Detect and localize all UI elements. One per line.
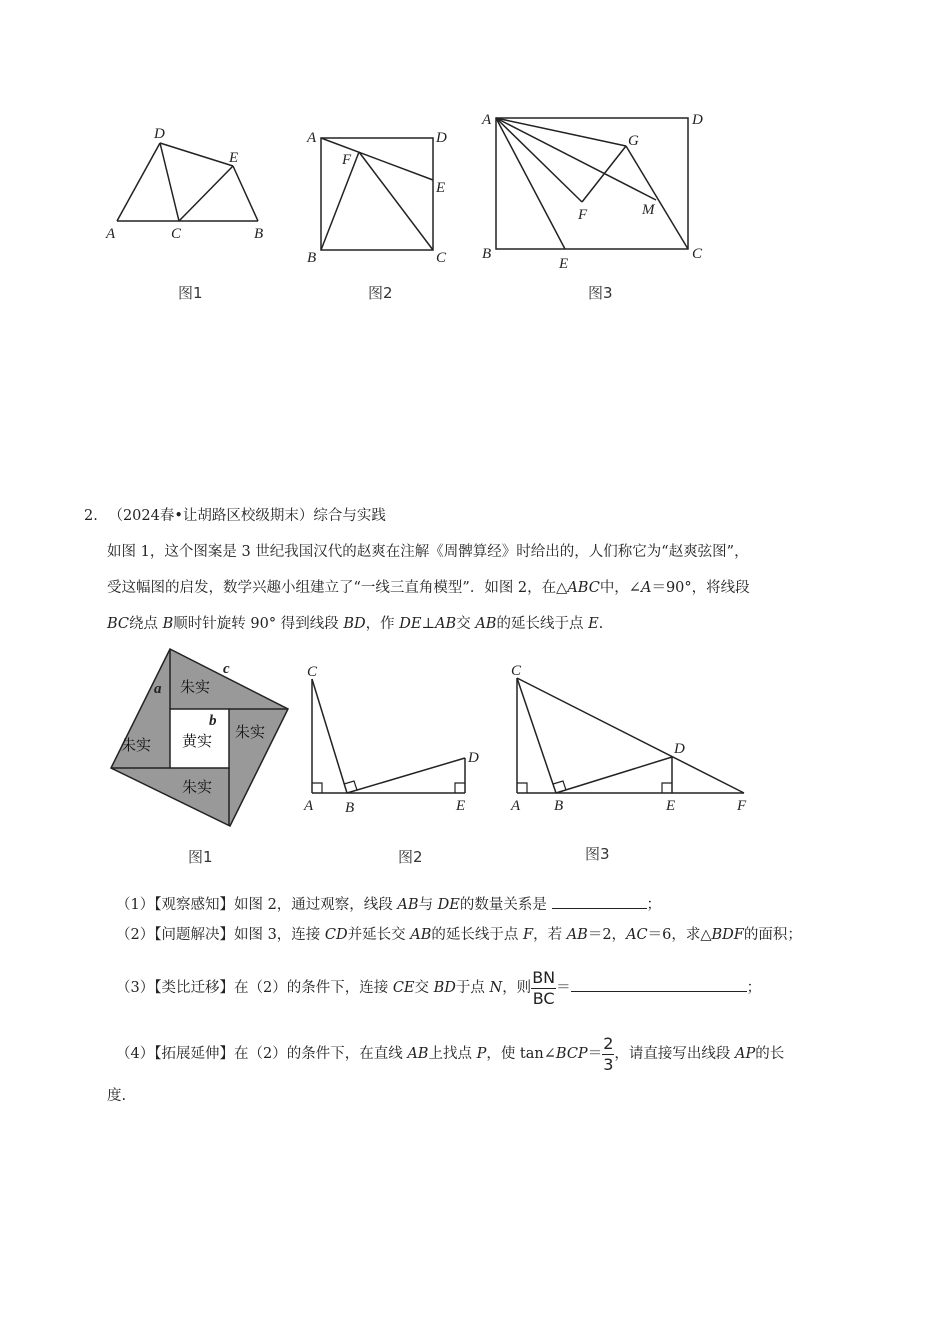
model-figure-3 bbox=[517, 678, 744, 793]
q-text: 上找点 bbox=[428, 1046, 477, 1062]
q-text: 并延长交 bbox=[347, 927, 411, 943]
q-text: 的面积； bbox=[743, 927, 802, 943]
top-figure-2 bbox=[321, 138, 433, 250]
q-var: F bbox=[523, 927, 534, 943]
q-var: AB bbox=[566, 927, 588, 943]
q-text: 与 bbox=[418, 897, 438, 913]
q-var: CE bbox=[392, 980, 415, 996]
m2-label-d: D bbox=[468, 750, 479, 766]
q-text: 的数量关系是 bbox=[459, 897, 552, 913]
fig3-label-f: F bbox=[578, 207, 588, 223]
question-2 bbox=[116, 925, 802, 945]
problem-intro-line-3 bbox=[107, 614, 603, 634]
q-var: AB bbox=[397, 897, 419, 913]
m3-label-d: D bbox=[674, 741, 685, 757]
q-var: P bbox=[476, 1046, 487, 1062]
fig3-label-m: M bbox=[642, 202, 655, 218]
intro-text: 受这幅图的启发，数学兴趣小组建立了“一线三直角模型”．如图 2，在△ bbox=[107, 580, 568, 596]
q-text: 的延长线于点 bbox=[431, 927, 524, 943]
question-1 bbox=[116, 892, 661, 915]
fig2-label-b: B bbox=[307, 250, 317, 266]
q-text: ＝6，求△ bbox=[647, 927, 712, 943]
q-var: BDF bbox=[711, 927, 744, 943]
zhu-label-right: 朱实 bbox=[235, 725, 266, 741]
q-var: BCP bbox=[555, 1046, 588, 1062]
q-text: ＝ bbox=[556, 980, 571, 996]
intro-text: 顺时针旋转 90° 得到线段 bbox=[173, 616, 344, 632]
intro-text: ，作 bbox=[365, 616, 400, 632]
q-text: ，若 bbox=[533, 927, 567, 943]
fraction-denominator: BC bbox=[532, 988, 555, 1008]
fig1-label-c: C bbox=[171, 226, 182, 242]
q-var: BD bbox=[433, 980, 456, 996]
q-text: ，请直接写出线段 bbox=[614, 1046, 735, 1062]
zhao-shuang-caption: 图1 bbox=[188, 848, 213, 866]
intro-var: AB bbox=[435, 616, 457, 632]
question-4 bbox=[116, 1024, 784, 1084]
m2-label-a: A bbox=[304, 798, 314, 814]
q-text: 的长 bbox=[755, 1046, 785, 1062]
answer-blank-3[interactable] bbox=[571, 975, 747, 992]
q-text: ＝2， bbox=[587, 927, 627, 943]
fig1-label-e: E bbox=[229, 150, 239, 166]
q-text: ＝ bbox=[587, 1046, 603, 1062]
intro-text: . bbox=[598, 616, 604, 632]
intro-var: B bbox=[162, 616, 174, 632]
problem-intro-line-1: 如图 1，这个图案是 3 世纪我国汉代的赵爽在注解《周髀算经》时给出的，人们称它为“赵爽弦图”， bbox=[107, 544, 749, 560]
model-fig2-caption: 图2 bbox=[398, 848, 423, 866]
zhu-label-bottom: 朱实 bbox=[182, 780, 213, 796]
fig3-label-c: C bbox=[692, 246, 703, 262]
question-3 bbox=[116, 958, 761, 1018]
q-text: ，使 tan∠ bbox=[486, 1046, 556, 1062]
m3-label-b: B bbox=[554, 798, 564, 814]
intro-var: A bbox=[640, 580, 652, 596]
fig3-label-g: G bbox=[628, 133, 639, 149]
m3-label-c: C bbox=[511, 663, 522, 679]
fraction-numerator: 2 bbox=[603, 1033, 614, 1053]
fig2-label-e: E bbox=[436, 180, 446, 196]
fig2-label-a: A bbox=[307, 130, 317, 146]
side-label-a: a bbox=[154, 681, 162, 697]
fig2-caption: 图2 bbox=[368, 284, 393, 302]
q-var: AB bbox=[407, 1046, 429, 1062]
intro-var: E bbox=[588, 616, 599, 632]
intro-text: 中，∠ bbox=[599, 580, 641, 596]
q-text: （1）【观察感知】如图 2，通过观察，线段 bbox=[116, 897, 398, 913]
q-var: AP bbox=[734, 1046, 756, 1062]
fig3-label-b: B bbox=[482, 246, 492, 262]
q-text: （2）【问题解决】如图 3，连接 bbox=[116, 927, 325, 943]
fig1-label-b: B bbox=[254, 226, 264, 242]
q-text: ，则 bbox=[502, 980, 532, 996]
m3-label-e: E bbox=[666, 798, 676, 814]
q-text: 交 bbox=[414, 980, 434, 996]
fig2-label-c: C bbox=[436, 250, 447, 266]
q-text: （4）【拓展延伸】在（2）的条件下，在直线 bbox=[116, 1046, 408, 1062]
q-var: N bbox=[489, 980, 503, 996]
fraction-numerator: BN bbox=[532, 967, 556, 987]
side-label-b: b bbox=[209, 713, 217, 729]
fig2-label-d: D bbox=[436, 130, 447, 146]
answer-blank-1[interactable] bbox=[552, 892, 647, 909]
intro-text: 绕点 bbox=[129, 616, 163, 632]
q-var: DE bbox=[437, 897, 460, 913]
model-figure-2 bbox=[312, 679, 465, 793]
intro-text: ＝90°，将线段 bbox=[651, 580, 750, 596]
fraction-denominator: 3 bbox=[603, 1054, 614, 1074]
m3-label-a: A bbox=[511, 798, 521, 814]
q-text: 于点 bbox=[455, 980, 490, 996]
intro-text: 的延长线于点 bbox=[496, 616, 589, 632]
q-text: ； bbox=[646, 897, 661, 913]
intro-var: DE bbox=[399, 616, 422, 632]
fig1-label-d: D bbox=[154, 126, 165, 142]
fig3-label-a: A bbox=[482, 112, 492, 128]
problem-number: 2. bbox=[84, 508, 98, 524]
top-figure-3 bbox=[496, 118, 688, 249]
fraction-two-thirds bbox=[602, 1034, 614, 1075]
fig1-label-a: A bbox=[106, 226, 116, 242]
m2-label-e: E bbox=[456, 798, 466, 814]
fig3-label-e: E bbox=[559, 256, 569, 272]
huang-label: 黄实 bbox=[182, 734, 213, 750]
problem-figures bbox=[0, 640, 950, 870]
intro-var: ABC bbox=[567, 580, 600, 596]
question-4-continuation: 度. bbox=[107, 1088, 127, 1104]
q-var: CD bbox=[324, 927, 348, 943]
intro-text: ⊥ bbox=[421, 616, 436, 632]
m2-label-c: C bbox=[307, 664, 318, 680]
fig1-caption: 图1 bbox=[178, 284, 203, 302]
problem-header bbox=[84, 506, 386, 526]
q-text: ； bbox=[746, 980, 762, 996]
zhu-label-left: 朱实 bbox=[121, 738, 152, 754]
intro-text: 交 bbox=[456, 616, 476, 632]
problem-intro-line-2 bbox=[107, 578, 750, 598]
problem-source: （2024春•让胡路区校级期末）综合与实践 bbox=[108, 508, 386, 524]
fig3-label-d: D bbox=[692, 112, 703, 128]
m3-label-f: F bbox=[737, 798, 747, 814]
intro-var: BD bbox=[343, 616, 366, 632]
m2-label-b: B bbox=[345, 800, 355, 816]
q-var: AB bbox=[410, 927, 432, 943]
top-figures bbox=[0, 0, 950, 310]
fraction-bn-bc bbox=[531, 968, 556, 1009]
side-label-c: c bbox=[223, 661, 230, 677]
q-var: AC bbox=[626, 927, 648, 943]
intro-var: AB bbox=[475, 616, 497, 632]
q-text: （3）【类比迁移】在（2）的条件下，连接 bbox=[116, 980, 393, 996]
fig2-label-f: F bbox=[342, 152, 352, 168]
model-fig3-caption: 图3 bbox=[585, 845, 610, 863]
intro-var: BC bbox=[107, 616, 130, 632]
fig3-caption: 图3 bbox=[588, 284, 613, 302]
zhu-label-top: 朱实 bbox=[180, 680, 211, 696]
